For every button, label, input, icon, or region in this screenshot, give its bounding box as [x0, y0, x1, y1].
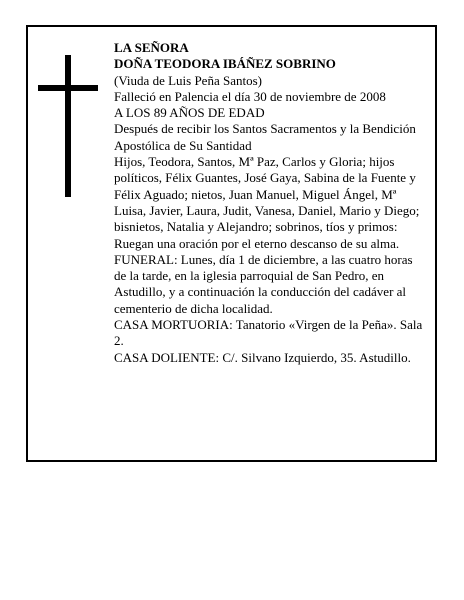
death-info-line: Falleció en Palencia el día 30 de noviembre de 2008 [114, 88, 386, 104]
widow-of-line: (Viuda de Luis Peña Santos) [114, 72, 262, 88]
sacraments-paragraph: Después de recibir los Santos Sacramentos y la Bendición Apostólica de Su Santidad [114, 121, 416, 153]
cross-vertical-bar [65, 55, 71, 197]
family-home-paragraph: CASA DOLIENTE: C/. Silvano Izquierdo, 35. Astudillo. [114, 349, 411, 365]
prayer-request-line: Ruegan una oración por el eterno descanso de su alma. [114, 235, 400, 251]
cross-horizontal-bar [38, 85, 98, 91]
mortuary-paragraph: CASA MORTUORIA: Tanatorio «Virgen de la Peña». Sala 2. [114, 317, 423, 349]
age-line: A LOS 89 AÑOS DE EDAD [114, 105, 265, 121]
obituary-text [114, 40, 424, 366]
deceased-name: DOÑA TEODORA IBÁÑEZ SOBRINO [114, 56, 336, 72]
latin-cross-icon [38, 55, 98, 197]
funeral-paragraph: FUNERAL: Lunes, día 1 de diciembre, a las cuatro horas de la tarde, en la iglesia parroquial de San Pedro, en Astudillo, y a continuación la conducción del cadáver al cementerio de dicha localidad. [114, 251, 413, 316]
family-paragraph: Hijos, Teodora, Santos, Mª Paz, Carlos y Gloria; hijos políticos, Félix Guantes, José Gaya, Sabina de la Fuente y Félix Aguado; nietos, Juan Manuel, Miguel Ángel, Mª Luisa, Javier, Laura, Judit, Vanesa, Daniel, Mario y Diego; bisnietos, Natalia y Alejandro; sobrinos, tíos y primos: [114, 154, 420, 235]
title-line: LA SEÑORA [114, 40, 189, 55]
